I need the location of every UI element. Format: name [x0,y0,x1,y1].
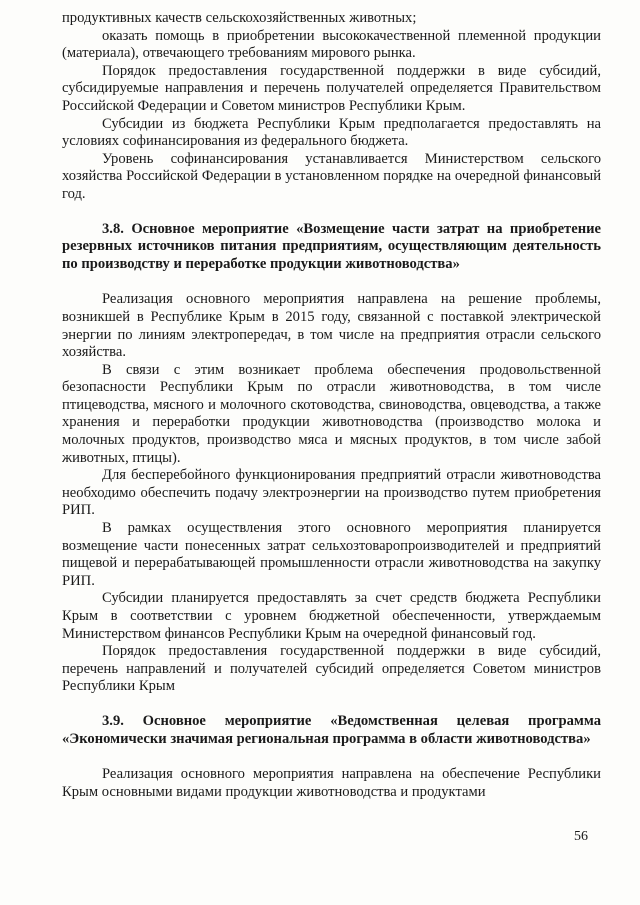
paragraph: Субсидии из бюджета Республики Крым предполагается предоставлять на условиях софинансирования из федерального бюджета. [62,115,601,150]
document-page [62,10,601,801]
paragraph: оказать помощь в приобретении высококачественной племенной продукции (материала), отвечающего требованиям мирового рынка. [62,27,601,62]
paragraph: Для бесперебойного функционирования предприятий отрасли животноводства необходимо обеспечить подачу электроэнергии на производство путем приобретения РИП. [62,467,601,519]
paragraph: Реализация основного мероприятия направлена на решение проблемы, возникшей в Республике Крым в 2015 году, связанной с поставкой электрической энергии по линиям электропередач, в том числе на предприятия отрасли сельского хозяйства. [62,291,601,361]
paragraph: Порядок предоставления государственной поддержки в виде субсидий, субсидируемые направления и перечень получателей определяется Правительством Российской Федерации и Советом министров Республики Крым. [62,62,601,114]
paragraph: Уровень софинансирования устанавливается Министерством сельского хозяйства Российской Федерации в установленном порядке на очередной финансовый год. [62,150,601,202]
paragraph: Субсидии планируется предоставлять за счет средств бюджета Республики Крым в соответствии с уровнем бюджетной обеспеченности, утверждаемым Министерством финансов Республики Крым на очередной финансовый год. [62,590,601,642]
section-heading-3-8: 3.8. Основное мероприятие «Возмещение части затрат на приобретение резервных источников питания предприятиям, осуществляющим деятельность по производству и переработке продукции животноводства» [62,220,601,272]
paragraph: Порядок предоставления государственной поддержки в виде субсидий, перечень направлений и получателей субсидий определяется Советом министров Республики Крым [62,643,601,695]
paragraph: продуктивных качеств сельскохозяйственных животных; [62,10,417,26]
paragraph: В рамках осуществления этого основного мероприятия планируется возмещение части понесенных затрат сельхозтоваропроизводителей и предприятий пищевой и перерабатывающей промышленности отрасли животноводства на закупку РИП. [62,520,601,589]
paragraph: Реализация основного мероприятия направлена на обеспечение Республики Крым основными видами продукции животноводства и продуктами [62,766,601,800]
paragraph: В связи с этим возникает проблема обеспечения продовольственной безопасности Республики Крым по отрасли животноводства, в том числе птицеводства, мясного и молочного скотоводства, свиноводства, овцеводства, а также хранения и переработки продукции животноводства (производство молока и молочных продуктов, производство мяса и мясных продуктов, в том числе забой животных, птицы). [62,361,601,466]
section-heading-3-9: 3.9. Основное мероприятие «Ведомственная целевая программа «Экономически значимая региональная программа в области животноводства» [62,712,601,747]
page-number: 56 [574,829,588,844]
